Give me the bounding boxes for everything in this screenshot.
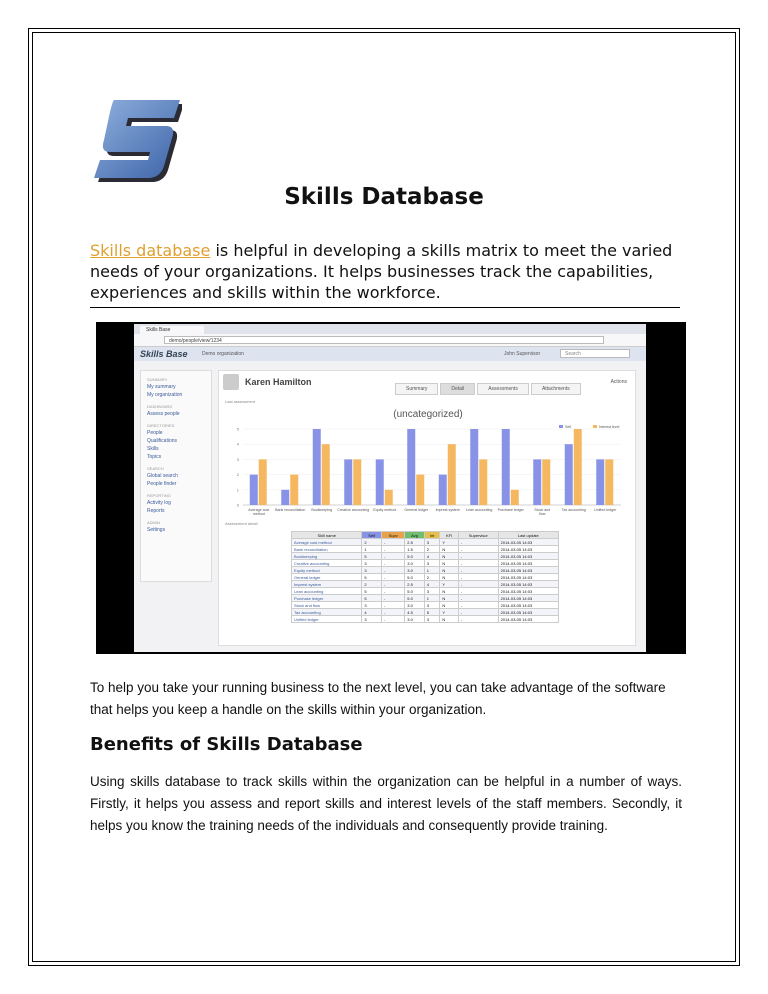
table-cell: - — [382, 553, 405, 560]
app-brand: Skills Base — [140, 349, 188, 359]
table-cell: N — [440, 588, 459, 595]
table-cell: - — [382, 574, 405, 581]
legend-swatch — [593, 425, 597, 428]
table-header: Avg — [405, 532, 424, 539]
table-cell: 5 — [362, 588, 382, 595]
table-row — [292, 553, 559, 560]
legend-label: Interest level — [599, 425, 620, 429]
table-cell: - — [458, 546, 498, 553]
bar-self — [533, 459, 541, 505]
table-cell: 3.0 — [405, 602, 424, 609]
table-cell: 2014-03-05 14:03 — [498, 546, 558, 553]
y-tick-label: 2 — [236, 472, 239, 478]
bar-self — [250, 475, 258, 505]
x-tick-label: Purchase ledger — [497, 508, 524, 512]
y-tick-label: 5 — [236, 426, 239, 432]
table-cell: Bookkeeping — [292, 553, 362, 560]
table-cell: - — [382, 588, 405, 595]
sidebar-link: Activity log — [147, 500, 171, 506]
table-cell: 2014-03-05 14:03 — [498, 616, 558, 623]
table-header: Supervisor — [458, 532, 498, 539]
x-tick-label: Stock and — [534, 508, 551, 512]
app-user: John Supervisor — [504, 351, 541, 357]
table-cell: 2014-03-05 14:03 — [498, 602, 558, 609]
table-header: KFI — [440, 532, 459, 539]
bar-self — [470, 429, 478, 505]
app-sidebar — [140, 370, 212, 582]
x-tick-label: General ledger — [404, 508, 429, 512]
skills-bar-chart — [225, 399, 631, 521]
bar-interest-level — [416, 475, 424, 505]
table-cell: Y — [440, 539, 459, 546]
sidebar-link: My summary — [147, 384, 176, 390]
sidebar-link: People — [147, 430, 163, 436]
table-header: Last update — [498, 532, 558, 539]
bar-self — [407, 429, 415, 505]
assessment-detail-label: Assessment detail — [225, 521, 258, 526]
bar-interest-level — [353, 459, 361, 505]
table-cell: 4 — [424, 581, 440, 588]
sidebar-link: People finder — [147, 481, 177, 487]
tab-attachments: Attachments — [531, 383, 581, 395]
table-cell: 5.0 — [405, 595, 424, 602]
bar-interest-level — [448, 444, 456, 505]
table-cell: Stock and flow — [292, 602, 362, 609]
avatar — [223, 374, 239, 390]
bar-self — [313, 429, 321, 505]
table-cell: - — [458, 574, 498, 581]
page-title: Skills Database — [284, 184, 484, 210]
table-cell: 2014-03-05 14:03 — [498, 581, 558, 588]
table-cell: 2 — [424, 574, 440, 581]
sidebar-link: Topics — [147, 454, 162, 460]
table-row — [292, 588, 559, 595]
table-cell: 2014-03-05 14:03 — [498, 574, 558, 581]
table-cell: 3 — [362, 602, 382, 609]
sidebar-group: DASHBOARD — [147, 404, 173, 409]
x-tick-label: Unified ledger — [594, 508, 617, 512]
table-cell: - — [458, 581, 498, 588]
tab-detail: Detail — [440, 383, 475, 395]
x-tick-label: Bookkeeping — [311, 508, 333, 512]
table-row — [292, 616, 559, 623]
app-tabs — [395, 377, 583, 395]
table-cell: 2.5 — [405, 539, 424, 546]
browser-tabbar — [134, 324, 646, 334]
table-cell: - — [382, 616, 405, 623]
legend-swatch — [559, 425, 563, 428]
intro-line-1: is helpful in developing a skills matrix to meet the varied — [210, 241, 673, 260]
table-row — [292, 546, 559, 553]
table-cell: 1.5 — [405, 546, 424, 553]
table-row — [292, 539, 559, 546]
bar-self — [281, 490, 289, 505]
table-cell: Bank reconciliation — [292, 546, 362, 553]
table-cell: 3 — [362, 616, 382, 623]
table-header: Self — [362, 532, 382, 539]
intro-paragraph — [90, 240, 690, 303]
table-cell: N — [440, 595, 459, 602]
table-cell: 2 — [424, 546, 440, 553]
person-name: Karen Hamilton — [245, 377, 312, 387]
table-cell: 2014-03-05 14:03 — [498, 609, 558, 616]
table-cell: 3 — [424, 588, 440, 595]
table-cell: - — [458, 539, 498, 546]
bar-interest-level — [259, 459, 267, 505]
table-cell: - — [382, 609, 405, 616]
table-cell: N — [440, 602, 459, 609]
sidebar-group: REPORTING — [147, 493, 171, 498]
legend-label: Self — [565, 425, 572, 429]
table-cell: 5 — [362, 553, 382, 560]
table-cell: - — [382, 581, 405, 588]
table-cell: 1 — [424, 595, 440, 602]
table-cell: - — [458, 560, 498, 567]
browser-urlbar — [134, 334, 646, 347]
table-cell: 4 — [362, 609, 382, 616]
table-cell: 5.0 — [405, 588, 424, 595]
intro-line-2: needs of your organizations. It helps businesses track the capabilities, — [90, 262, 654, 281]
chart-title: (uncategorized) — [393, 409, 463, 420]
table-cell: Y — [440, 609, 459, 616]
table-cell: N — [440, 560, 459, 567]
x-tick-label-line2: flow — [539, 512, 546, 516]
table-cell: 1 — [362, 546, 382, 553]
table-cell: 3 — [362, 567, 382, 574]
app-search: Search — [560, 349, 630, 358]
table-cell: 3 — [424, 560, 440, 567]
table-cell: 5 — [362, 574, 382, 581]
table-cell: 2014-03-05 14:03 — [498, 553, 558, 560]
screenshot-window — [134, 324, 646, 652]
table-cell: Purchase ledger — [292, 595, 362, 602]
table-cell: - — [458, 588, 498, 595]
table-cell: 3.0 — [405, 560, 424, 567]
table-cell: Tax accounting — [292, 609, 362, 616]
last-assessment-label: Last assessment — [225, 399, 256, 404]
table-cell: 5.0 — [405, 574, 424, 581]
y-tick-label: 1 — [236, 487, 239, 493]
bar-self — [376, 459, 384, 505]
table-cell: Average cost method — [292, 539, 362, 546]
bar-interest-level — [542, 459, 550, 505]
table-row — [292, 567, 559, 574]
x-tick-label: Tax accounting — [561, 508, 586, 512]
table-cell: N — [440, 574, 459, 581]
table-cell: Creative accounting — [292, 560, 362, 567]
table-cell: 3 — [424, 539, 440, 546]
table-cell: 4.5 — [405, 609, 424, 616]
table-cell: 2.5 — [405, 581, 424, 588]
sidebar-link: Skills — [147, 446, 159, 452]
table-row — [292, 574, 559, 581]
table-cell: - — [458, 595, 498, 602]
table-cell: Imprest system — [292, 581, 362, 588]
table-header: Supv — [382, 532, 405, 539]
divider-rule — [90, 307, 680, 308]
table-cell: - — [458, 553, 498, 560]
table-cell: - — [382, 539, 405, 546]
table-cell: 3.0 — [405, 616, 424, 623]
sidebar-group: DIRECTORIES — [147, 423, 175, 428]
table-cell: Y — [440, 581, 459, 588]
table-cell: N — [440, 546, 459, 553]
x-tick-label: Bank reconciliation — [275, 508, 306, 512]
table-cell: N — [440, 567, 459, 574]
sidebar-group: SUMMARY — [147, 377, 168, 382]
table-cell: 2 — [362, 581, 382, 588]
table-cell: - — [458, 567, 498, 574]
bar-interest-level — [290, 475, 298, 505]
table-header: Skill name — [292, 532, 362, 539]
table-cell: 2014-03-05 14:03 — [498, 560, 558, 567]
bar-self — [502, 429, 510, 505]
table-cell: N — [440, 616, 459, 623]
benefits-heading: Benefits of Skills Database — [90, 734, 363, 755]
bar-interest-level — [574, 429, 582, 505]
table-cell: - — [382, 546, 405, 553]
table-cell: - — [382, 595, 405, 602]
table-cell: 2014-03-05 14:03 — [498, 567, 558, 574]
bar-self — [439, 475, 447, 505]
table-row — [292, 602, 559, 609]
x-tick-label: Creative accounting — [337, 508, 370, 512]
sidebar-link: Assess people — [147, 411, 180, 417]
table-header: Int — [424, 532, 440, 539]
table-cell: 3.0 — [405, 567, 424, 574]
sidebar-link: Global search — [147, 473, 178, 479]
bar-self — [344, 459, 352, 505]
table-cell: 5 — [362, 595, 382, 602]
table-cell: 2014-03-05 14:03 — [498, 588, 558, 595]
table-row — [292, 609, 559, 616]
table-cell: 2014-03-05 14:03 — [498, 539, 558, 546]
x-tick-label: Imprest system — [435, 508, 460, 512]
table-row — [292, 581, 559, 588]
table-cell: Unified ledger — [292, 616, 362, 623]
x-tick-label: Equity method — [373, 508, 397, 512]
paragraph-2: To help you take your running business to the next level, you can take advantage of the software that helps you keep a handle on the skills within your organization. — [90, 680, 666, 717]
skills-base-logo — [92, 96, 182, 182]
x-tick-label: Average cost — [248, 508, 270, 512]
table-cell: Equity method — [292, 567, 362, 574]
table-cell: 5.0 — [405, 553, 424, 560]
y-tick-label: 3 — [236, 456, 239, 462]
sidebar-link: Qualifications — [147, 438, 178, 444]
table-cell: 5 — [424, 609, 440, 616]
y-tick-label: 0 — [236, 502, 239, 508]
app-header — [134, 347, 646, 361]
table-cell: - — [458, 609, 498, 616]
table-cell: General ledger — [292, 574, 362, 581]
table-cell: N — [440, 553, 459, 560]
table-cell: - — [382, 602, 405, 609]
table-cell: - — [458, 602, 498, 609]
sidebar-link: My organization — [147, 392, 183, 398]
bar-interest-level — [605, 459, 613, 505]
table-cell: 3 — [362, 560, 382, 567]
table-cell: 2014-03-05 14:03 — [498, 595, 558, 602]
x-tick-label: Lean accounting — [466, 508, 493, 512]
sidebar-link: Settings — [147, 527, 166, 533]
app-screenshot — [96, 322, 686, 654]
bar-self — [596, 459, 604, 505]
bar-interest-level — [479, 459, 487, 505]
bar-self — [565, 444, 573, 505]
tab-summary: Summary — [395, 383, 438, 395]
assessment-table — [291, 531, 559, 623]
table-cell: - — [382, 567, 405, 574]
table-cell: 2 — [362, 539, 382, 546]
table-row — [292, 560, 559, 567]
sidebar-group: ADMIN — [147, 520, 160, 525]
browser-tab: Skills Base — [140, 326, 204, 334]
intro-line-3: experiences and skills within the workforce. — [90, 283, 441, 302]
table-cell: 3 — [424, 616, 440, 623]
bar-interest-level — [322, 444, 330, 505]
skills-database-link[interactable]: Skills database — [90, 241, 211, 260]
bar-interest-level — [511, 490, 519, 505]
browser-url: demo/people/view/1234 — [164, 336, 604, 344]
table-cell: 1 — [424, 567, 440, 574]
tab-assessments: Assessments — [477, 383, 529, 395]
paragraph-3: Using skills database to track skills within the organization can be helpful in a number of ways. Firstly, it helps you assess and report skills and interest levels of the staff members. Secondly, it helps you know the training needs of the individuals and consequently provide training. — [90, 774, 682, 833]
sidebar-link: Reports — [147, 508, 165, 514]
sidebar-group: SEARCH — [147, 466, 164, 471]
bar-interest-level — [385, 490, 393, 505]
table-cell: Lean accounting — [292, 588, 362, 595]
actions-menu: Actions — [610, 379, 627, 385]
app-org: Demo organization — [202, 351, 244, 357]
table-row — [292, 595, 559, 602]
table-cell: - — [458, 616, 498, 623]
x-tick-label-line2: method — [252, 512, 265, 516]
table-cell: - — [382, 560, 405, 567]
table-cell: 4 — [424, 553, 440, 560]
y-tick-label: 4 — [236, 441, 239, 447]
app-main — [218, 370, 636, 646]
table-cell: 3 — [424, 602, 440, 609]
